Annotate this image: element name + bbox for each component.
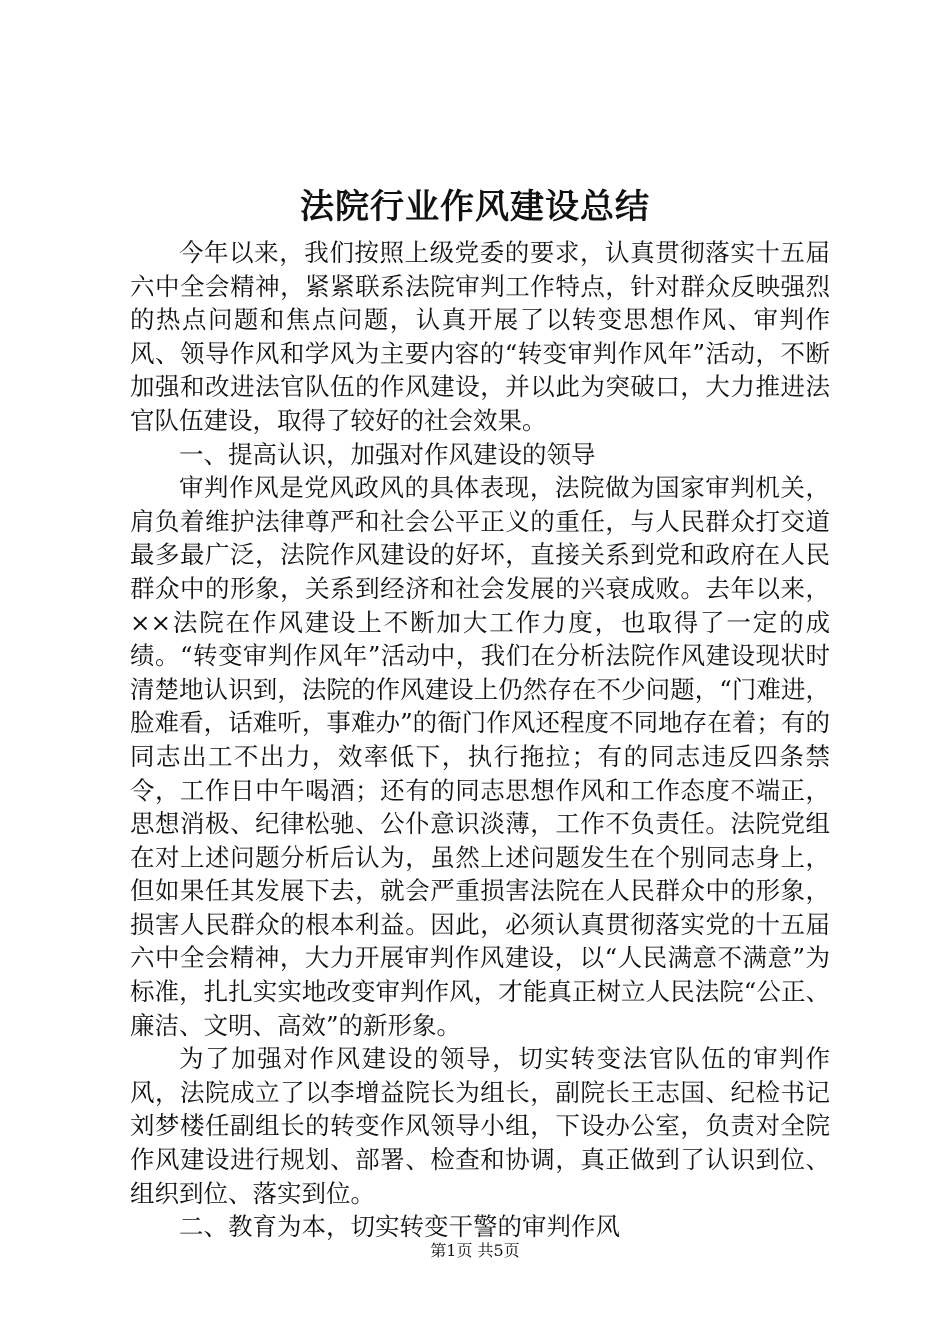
document-title: 法院行业作风建设总结 [300,187,650,227]
paragraph-section-1-leadership: 为了加强对作风建设的领导，切实转变法官队伍的审判作风，法院成立了以李增益院长为组长，副院长王志国、纪检书记刘梦楼任副组长的转变作风领导小组，下设办公室，负责对全院作风建设进行规划、部署、检查和协调，真正做到了认识到位、组织到位、落实到位。 [130,1044,830,1208]
page-number-footer: 第1页 共5页 [430,1241,520,1260]
section-heading-2: 二、教育为本，切实转变干警的审判作风 [179,1212,620,1242]
paragraph-intro: 今年以来，我们按照上级党委的要求，认真贯彻落实十五届六中全会精神，紧紧联系法院审判工作特点，针对群众反映强烈的热点问题和焦点问题，认真开展了以转变思想作风、审判作风、领导作风和学风为主要内容的“转变审判作风年”活动，不断加强和改进法官队伍的作风建设，并以此为突破口，大力推进法官队伍建设，取得了较好的社会效果。 [130,238,830,435]
paragraph-section-1-body: 审判作风是党风政风的具体表现，法院做为国家审判机关，肩负着维护法律尊严和社会公平正义的重任，与人民群众打交道最多最广泛，法院作风建设的好坏，直接关系到党和政府在人民群众中的形象，关系到经济和社会发展的兴衰成败。去年以来，××法院在作风建设上不断加大工作力度，也取得了一定的成绩。“转变审判作风年”活动中，我们在分析法院作风建设现状时清楚地认识到，法院的作风建设上仍然存在不少问题，“门难进，脸难看，话难听，事难办”的衙门作风还程度不同地存在着；有的同志出工不出力，效率低下，执行拖拉；有的同志违反四条禁令，工作日中午喝酒；还有的同志思想作风和工作态度不端正，思想消极、纪律松驰、公仆意识淡薄，工作不负责任。法院党组在对上述问题分析后认为，虽然上述问题发生在个别同志身上，但如果任其发展下去，就会严重损害法院在人民群众中的形象，损害人民群众的根本利益。因此，必须认真贯彻落实党的十五届六中全会精神，大力开展审判作风建设，以“人民满意不满意”为标准，扎扎实实地改变审判作风，才能真正树立人民法院“公正、廉洁、文明、高效”的新形象。 [130,473,830,1040]
section-heading-1: 一、提高认识，加强对作风建设的领导 [179,439,596,469]
document-body [130,236,830,1244]
